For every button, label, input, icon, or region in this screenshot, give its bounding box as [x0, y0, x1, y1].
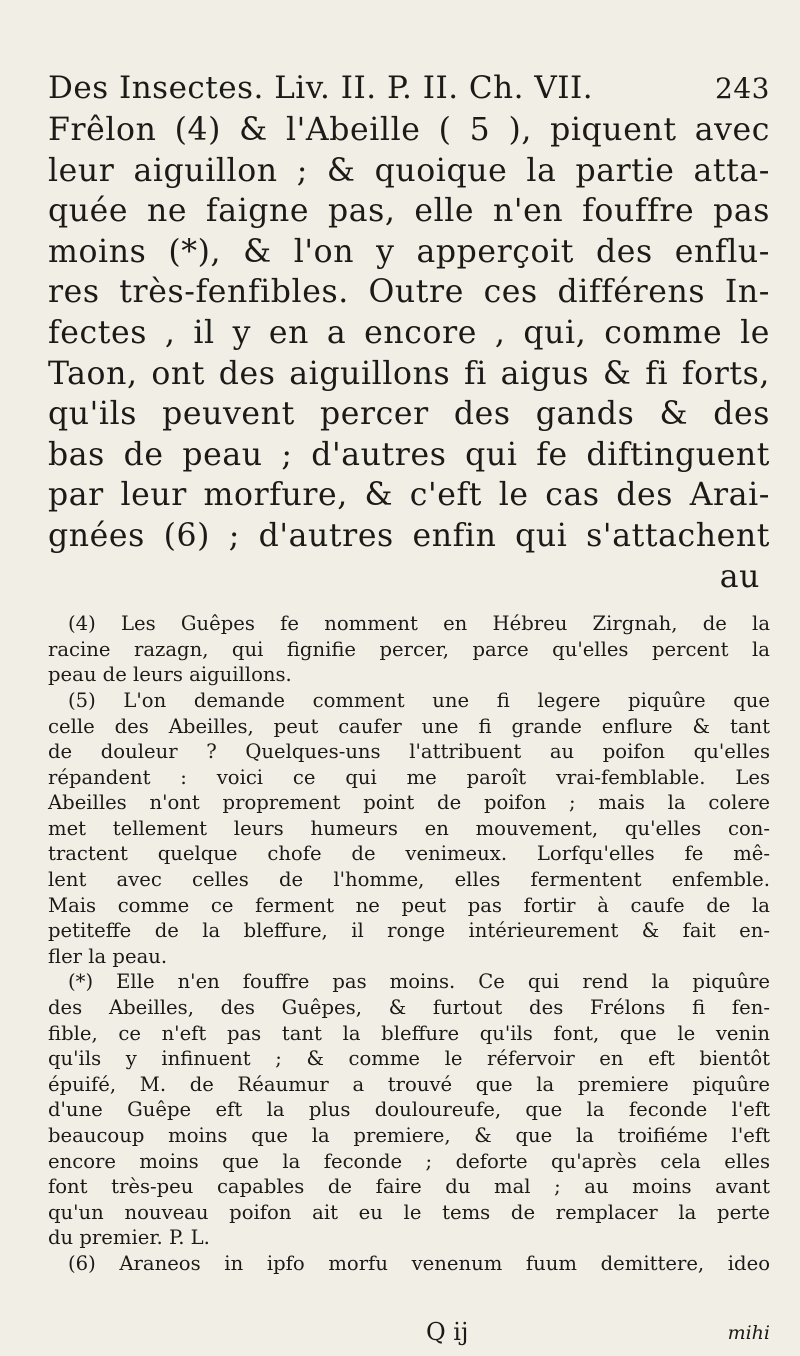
- catchword: mihi: [727, 1322, 770, 1344]
- footnote-line: fible, ce n'eft pas tant la bleffure qu'ils font, que le venin: [48, 1021, 770, 1045]
- footnote-line: tractent quelque chofe de venimeux. Lorfqu'elles fe mê-: [48, 842, 770, 866]
- footnote-line: fler la peau.: [48, 944, 168, 968]
- footnote-line: (5) L'on demande comment une fi legere piquûre que: [68, 688, 770, 712]
- main-line: fectes , il y en a encore , qui, comme le: [48, 314, 770, 351]
- signature-mark: Q ij: [426, 1318, 469, 1346]
- footnote-line: lent avec celles de l'homme, elles fermentent enfemble.: [48, 868, 770, 892]
- footnote-line: qu'ils y infinuent ; & comme le réfervoir en eft bientôt: [48, 1047, 770, 1071]
- footnote-line: d'une Guêpe eft la plus douloureufe, que la feconde l'eft: [48, 1098, 770, 1122]
- main-line: leur aiguillon ; & quoique la partie atta-: [48, 152, 770, 189]
- footnote-line: met tellement leurs humeurs en mouvement, qu'elles con-: [48, 816, 770, 840]
- footnote-line: beaucoup moins que la premiere, & que la troifiéme l'eft: [48, 1124, 770, 1147]
- book-page: [48, 70, 770, 1277]
- footnote-line: épuifé, M. de Réaumur a trouvé que la premiere piquûre: [48, 1072, 770, 1096]
- footnote-line: (*) Elle n'en fouffre pas moins. Ce qui rend la piquûre: [68, 970, 770, 994]
- footnote-line: font très-peu capables de faire du mal ; au moins avant: [48, 1175, 770, 1199]
- main-line: bas de peau ; d'autres qui fe diftinguent: [48, 436, 770, 473]
- page-number: 243: [715, 72, 770, 105]
- footnote-line: Mais comme ce ferment ne peut pas fortir à caufe de la: [48, 893, 770, 917]
- main-line: quée ne faigne pas, elle n'en fouffre pas: [48, 193, 770, 230]
- footnote-line: peau de leurs aiguillons.: [48, 663, 292, 687]
- footnote-line: du premier. P. L.: [48, 1226, 210, 1250]
- main-line: gnées (6) ; d'autres enfin qui s'attachent: [48, 517, 770, 554]
- footnote-line: racine razagn, qui fignifie percer, parce qu'elles percent la: [48, 637, 770, 661]
- footnote-line: celle des Abeilles, peut caufer une fi grande enflure & tant: [48, 714, 770, 738]
- footnote-line: répandent : voici ce qui me paroît vrai-femblable. Les: [48, 765, 770, 789]
- footnote-line: (4) Les Guêpes fe nomment en Hébreu Zirgnah, de la: [68, 612, 770, 636]
- main-line: Taon, ont des aiguillons fi aigus & fi forts,: [48, 355, 770, 392]
- footnote-line: qu'un nouveau poifon ait eu le tems de remplacer la perte: [48, 1200, 770, 1224]
- main-text: [48, 110, 770, 597]
- main-line: qu'ils peuvent percer des gands & des: [48, 396, 770, 433]
- main-line: res très-fenfibles. Outre ces différens In-: [48, 274, 770, 311]
- footnotes: [48, 611, 770, 1276]
- footnote-line: Abeilles n'ont proprement point de poifon ; mais la colere: [48, 791, 770, 815]
- running-title: Des Insectes. Liv. II. P. II. Ch. VII.: [48, 70, 594, 106]
- footnote-line: (6) Araneos in ipfo morfu venenum fuum demittere, ideo: [68, 1251, 770, 1275]
- footnote-line: petiteffe de la bleffure, il ronge intérieurement & fait en-: [48, 919, 770, 943]
- main-line: au: [719, 558, 760, 595]
- footnote-line: encore moins que la feconde ; deforte qu'après cela elles: [48, 1149, 770, 1173]
- main-line: Frêlon (4) & l'Abeille ( 5 ), piquent avec: [48, 112, 770, 148]
- main-line: moins (*), & l'on y apperçoit des enflu-: [48, 233, 770, 270]
- running-header: [48, 70, 770, 110]
- main-line: par leur morfure, & c'eft le cas des Arai-: [48, 477, 770, 514]
- footnote-line: de douleur ? Quelques-uns l'attribuent au poifon qu'elles: [48, 740, 770, 764]
- footnote-line: des Abeilles, des Guêpes, & furtout des Frélons fi fen-: [48, 996, 770, 1020]
